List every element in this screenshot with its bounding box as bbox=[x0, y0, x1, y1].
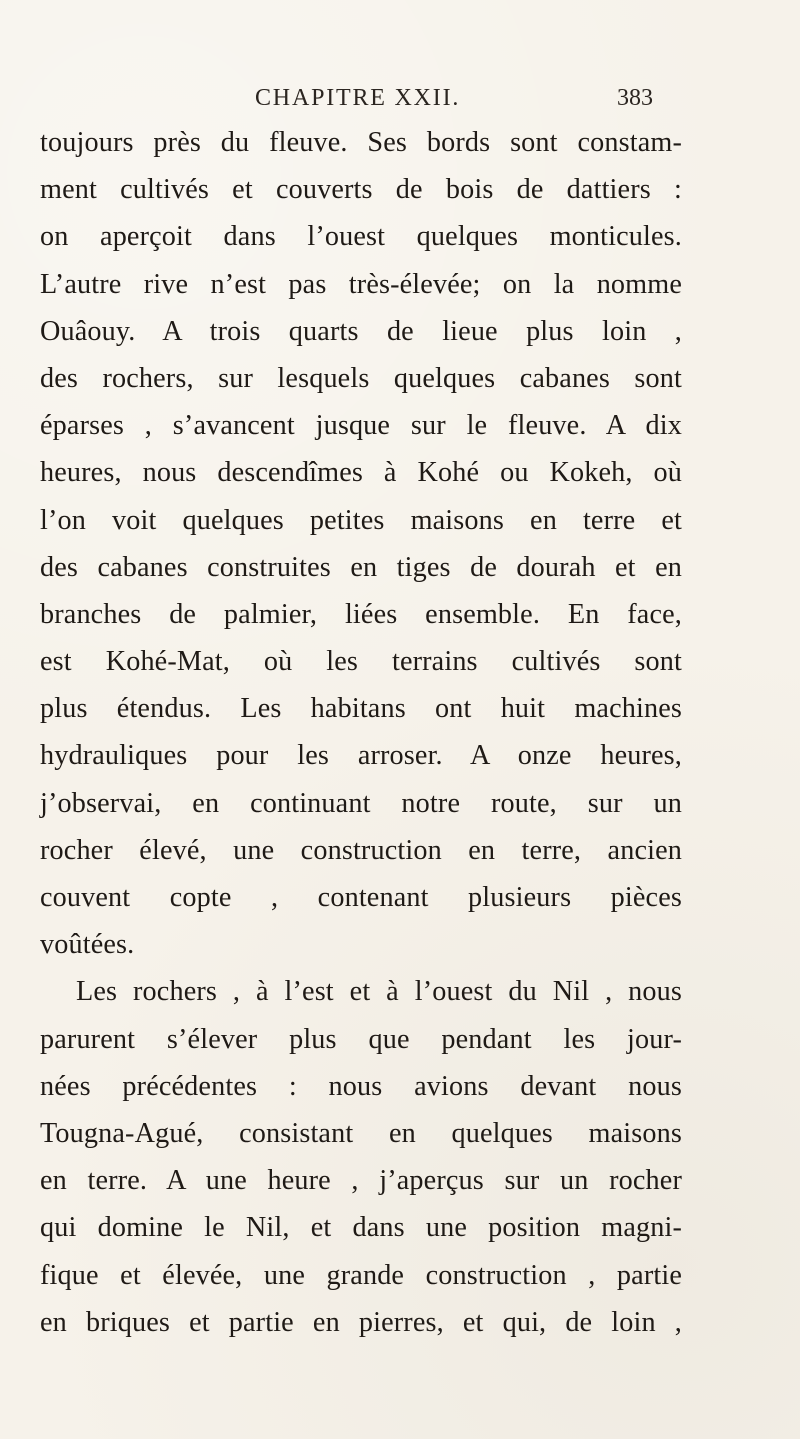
text-line-9: l’on voit quelques petites maisons en terre et bbox=[40, 504, 682, 536]
text-line-17: couvent copte , contenant plusieurs pièces bbox=[40, 882, 682, 913]
text-line-23: en terre. A une heure , j’aperçus sur un rocher bbox=[40, 1165, 682, 1197]
text-line-8: heures, nous descendîmes à Kohé ou Kokeh, où bbox=[40, 457, 682, 489]
page-number: 383 bbox=[617, 85, 653, 111]
text-line-22: Tougna-Agué, consistant en quelques maisons bbox=[40, 1117, 682, 1149]
text-line-3: on aperçoit dans l’ouest quelques monticules. bbox=[40, 221, 682, 253]
text-line-1: toujours près du fleuve. Ses bords sont constam- bbox=[40, 127, 682, 158]
text-line-6: des rochers, sur lesquels quelques cabanes sont bbox=[40, 362, 682, 394]
text-line-21: nées précédentes : nous avions devant nous bbox=[40, 1070, 682, 1102]
text-line-19: Les rochers , à l’est et à l’ouest du Nil , nous bbox=[76, 976, 682, 1008]
text-line-11: branches de palmier, liées ensemble. En face, bbox=[40, 598, 682, 630]
text-line-24: qui domine le Nil, et dans une position magni- bbox=[40, 1212, 682, 1244]
text-line-2: ment cultivés et couverts de bois de dattiers : bbox=[40, 174, 682, 206]
text-line-25: fique et élevée, une grande construction , partie bbox=[40, 1259, 682, 1291]
text-line-5: Ouâouy. A trois quarts de lieue plus loin , bbox=[40, 315, 682, 347]
page-header bbox=[0, 85, 800, 123]
text-line-10: des cabanes construites en tiges de dourah et en bbox=[40, 551, 682, 583]
text-line-26: en briques et partie en pierres, et qui, de loin , bbox=[40, 1306, 682, 1338]
text-line-16: rocher élevé, une construction en terre, ancien bbox=[40, 834, 682, 866]
body-text bbox=[40, 119, 682, 1346]
text-line-13: plus étendus. Les habitans ont huit machines bbox=[40, 693, 682, 725]
text-line-18: voûtées. bbox=[40, 929, 135, 961]
text-line-20: parurent s’élever plus que pendant les jour- bbox=[40, 1023, 682, 1055]
text-line-15: j’observai, en continuant notre route, sur un bbox=[40, 787, 682, 819]
text-line-14: hydrauliques pour les arroser. A onze heures, bbox=[40, 740, 682, 772]
running-title: CHAPITRE XXII. bbox=[255, 85, 461, 111]
text-line-4: L’autre rive n’est pas très-élevée; on la nomme bbox=[40, 268, 682, 300]
text-line-7: éparses , s’avancent jusque sur le fleuve. A dix bbox=[40, 410, 682, 442]
text-line-12: est Kohé-Mat, où les terrains cultivés sont bbox=[40, 646, 682, 678]
